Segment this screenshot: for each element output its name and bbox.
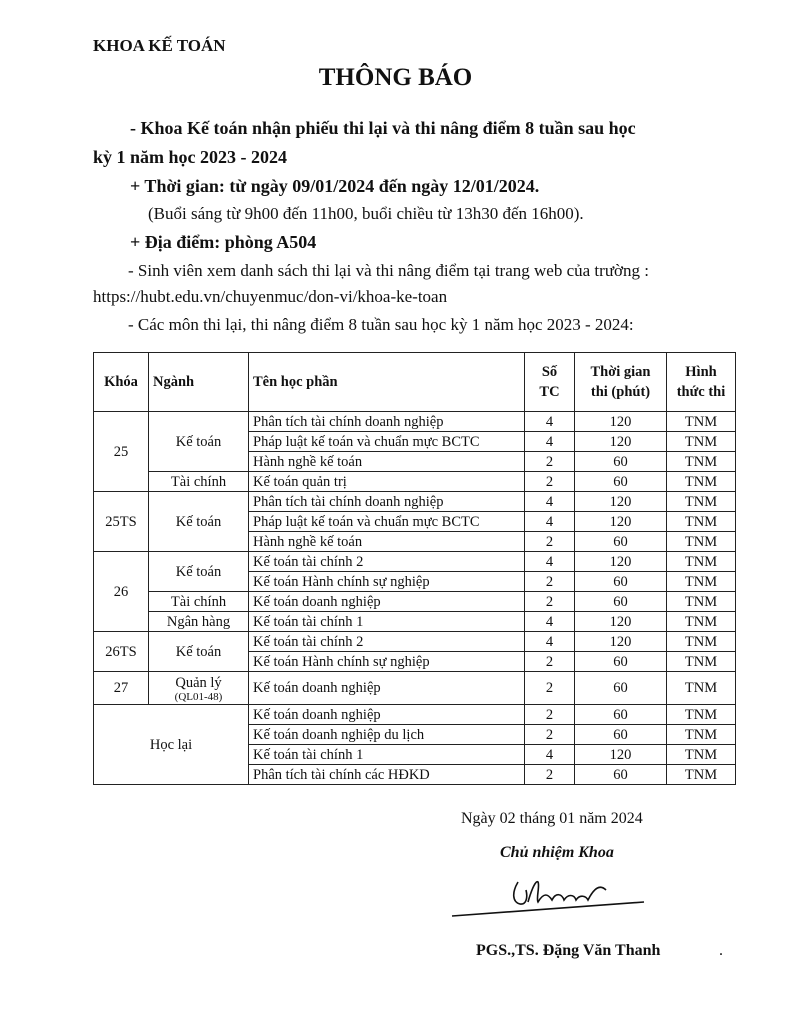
minutes-cell: 120 (575, 432, 667, 452)
table-row (94, 552, 736, 572)
major-cell: Kế toán (149, 552, 249, 592)
credits-cell: 4 (525, 632, 575, 652)
minutes-cell: 60 (575, 472, 667, 492)
form-cell: TNM (667, 572, 736, 592)
credits-cell: 2 (525, 532, 575, 552)
credits-cell: 4 (525, 612, 575, 632)
form-cell: TNM (667, 452, 736, 472)
major-cell: Tài chính (149, 472, 249, 492)
form-cell: TNM (667, 652, 736, 672)
minutes-cell: 120 (575, 612, 667, 632)
notice-url[interactable]: https://hubt.edu.vn/chuyenmuc/don-vi/khoa-ke-toan (93, 287, 448, 306)
major-cell: Kế toán (149, 412, 249, 472)
notice-hours: (Buổi sáng từ 9h00 đến 11h00, buổi chiều từ 13h30 đến 16h00). (148, 204, 584, 223)
form-cell: TNM (667, 492, 736, 512)
credits-cell: 2 (525, 572, 575, 592)
credits-cell: 4 (525, 552, 575, 572)
subject-cell: Kế toán doanh nghiệp du lịch (249, 725, 525, 745)
notice-line-1-cont: kỳ 1 năm học 2023 - 2024 (93, 147, 288, 167)
notice-subjects-intro: - Các môn thi lại, thi nâng điểm 8 tuần sau học kỳ 1 năm học 2023 - 2024: (128, 315, 634, 334)
major-cell (149, 672, 249, 705)
form-cell: TNM (667, 612, 736, 632)
subject-cell: Kế toán doanh nghiệp (249, 672, 525, 705)
minutes-cell: 60 (575, 452, 667, 472)
credits-cell: 2 (525, 652, 575, 672)
form-cell: TNM (667, 512, 736, 532)
table-row (94, 592, 736, 612)
subject-cell: Kế toán quản trị (249, 472, 525, 492)
form-cell: TNM (667, 705, 736, 725)
credits-cell: 2 (525, 705, 575, 725)
table-row (94, 632, 736, 652)
subject-cell: Pháp luật kế toán và chuẩn mực BCTC (249, 512, 525, 532)
header-so-tc-1: Số (541, 364, 558, 380)
minutes-cell: 60 (575, 672, 667, 705)
signer-role: Chủ nhiệm Khoa (500, 844, 614, 861)
credits-cell: 2 (525, 452, 575, 472)
minutes-cell: 120 (575, 745, 667, 765)
header-thoi-gian-1: Thời gian (590, 364, 651, 380)
credits-cell: 4 (525, 745, 575, 765)
group-cell: Học lại (94, 705, 249, 785)
minutes-cell: 60 (575, 705, 667, 725)
table-row (94, 472, 736, 492)
minutes-cell: 60 (575, 652, 667, 672)
subject-cell: Kế toán doanh nghiệp (249, 592, 525, 612)
header-so-tc-2: TC (539, 384, 560, 400)
page-title: THÔNG BÁO (318, 64, 473, 91)
table-row (94, 612, 736, 632)
subject-cell: Kế toán tài chính 1 (249, 745, 525, 765)
form-cell: TNM (667, 472, 736, 492)
notice-place: + Địa điểm: phòng A504 (130, 232, 317, 252)
header-so-tc (525, 353, 575, 412)
minutes-cell: 60 (575, 765, 667, 785)
credits-cell: 4 (525, 512, 575, 532)
form-cell: TNM (667, 552, 736, 572)
subject-cell: Hành nghề kế toán (249, 452, 525, 472)
subject-cell: Phân tích tài chính các HĐKD (249, 765, 525, 785)
credits-cell: 4 (525, 432, 575, 452)
minutes-cell: 120 (575, 492, 667, 512)
minutes-cell: 60 (575, 572, 667, 592)
minutes-cell: 60 (575, 532, 667, 552)
subject-cell: Kế toán Hành chính sự nghiệp (249, 652, 525, 672)
credits-cell: 4 (525, 492, 575, 512)
credits-cell: 2 (525, 592, 575, 612)
table-row (94, 672, 736, 705)
form-cell: TNM (667, 432, 736, 452)
group-cell: 26TS (94, 632, 149, 672)
major-quan-ly-code: (QL01-48) (174, 690, 223, 703)
subject-cell: Phân tích tài chính doanh nghiệp (249, 492, 525, 512)
subject-cell: Hành nghề kế toán (249, 532, 525, 552)
credits-cell: 2 (525, 725, 575, 745)
minutes-cell: 60 (575, 725, 667, 745)
credits-cell: 2 (525, 765, 575, 785)
form-cell: TNM (667, 745, 736, 765)
major-cell: Tài chính (149, 592, 249, 612)
form-cell: TNM (667, 412, 736, 432)
signer-name: PGS.,TS. Đặng Văn Thanh (476, 942, 661, 959)
notice-line-1: - Khoa Kế toán nhận phiếu thi lại và thi nâng điểm 8 tuần sau học (130, 118, 636, 138)
subject-cell: Kế toán doanh nghiệp (249, 705, 525, 725)
header-khoa: Khóa (94, 353, 149, 412)
form-cell: TNM (667, 765, 736, 785)
major-cell: Ngân hàng (149, 612, 249, 632)
table-row (94, 705, 736, 725)
group-cell: 26 (94, 552, 149, 632)
form-cell: TNM (667, 592, 736, 612)
subject-cell: Kế toán tài chính 2 (249, 552, 525, 572)
subject-cell: Kế toán tài chính 2 (249, 632, 525, 652)
header-ten-hoc-phan: Tên học phần (249, 353, 525, 412)
header-thoi-gian-2: thi (phút) (590, 384, 651, 400)
signing-date: Ngày 02 tháng 01 năm 2024 (461, 810, 643, 827)
header-hinh-thuc-1: Hình (685, 364, 717, 380)
subject-cell: Phân tích tài chính doanh nghiệp (249, 412, 525, 432)
form-cell: TNM (667, 725, 736, 745)
header-thoi-gian (575, 353, 667, 412)
subject-cell: Kế toán Hành chính sự nghiệp (249, 572, 525, 592)
form-cell: TNM (667, 632, 736, 652)
header-nganh: Ngành (149, 353, 249, 412)
header-hinh-thuc-2: thức thi (676, 384, 726, 400)
major-cell: Kế toán (149, 632, 249, 672)
notice-students: - Sinh viên xem danh sách thi lại và thi nâng điểm tại trang web của trường : (128, 261, 649, 280)
subject-cell: Pháp luật kế toán và chuẩn mực BCTC (249, 432, 525, 452)
form-cell: TNM (667, 672, 736, 705)
credits-cell: 2 (525, 472, 575, 492)
table-row (94, 412, 736, 432)
department-name: KHOA KẾ TOÁN (93, 36, 226, 55)
credits-cell: 2 (525, 672, 575, 705)
major-quan-ly: Quản lý (175, 674, 222, 691)
subject-cell: Kế toán tài chính 1 (249, 612, 525, 632)
signature-image (448, 868, 648, 920)
exam-schedule-table (93, 352, 736, 785)
table-row (94, 492, 736, 512)
header-hinh-thuc (667, 353, 736, 412)
minutes-cell: 120 (575, 552, 667, 572)
group-cell: 25TS (94, 492, 149, 552)
credits-cell: 4 (525, 412, 575, 432)
major-cell: Kế toán (149, 492, 249, 552)
group-cell: 27 (94, 672, 149, 705)
notice-time: + Thời gian: từ ngày 09/01/2024 đến ngày 12/01/2024. (130, 176, 540, 196)
minutes-cell: 120 (575, 632, 667, 652)
trailing-dot: . (719, 942, 723, 959)
group-cell: 25 (94, 412, 149, 492)
form-cell: TNM (667, 532, 736, 552)
minutes-cell: 120 (575, 412, 667, 432)
minutes-cell: 60 (575, 592, 667, 612)
table-header-row (94, 353, 736, 412)
minutes-cell: 120 (575, 512, 667, 532)
